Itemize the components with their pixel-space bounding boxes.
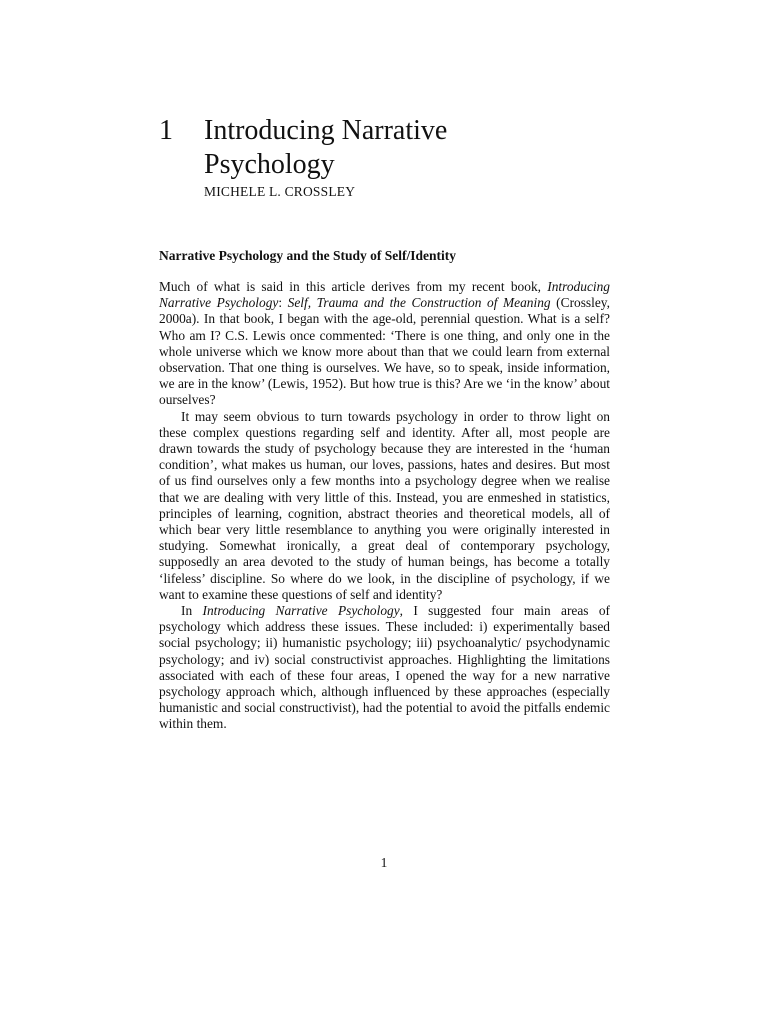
book-title-reference: Introducing Narrative Psychology [159, 279, 610, 311]
paragraph-3 [159, 603, 610, 733]
paragraph-2: It may seem obvious to turn towards psychology in order to throw light on these complex questions regarding self and identity. After all, most people are drawn towards the study of psychology because they are interested in the ‘human condition’, what makes us human, our loves, passions, hates and desires. But most of us find ourselves only a few months into a psychology degree when we realise that we are dealing with very little of this. Instead, you are enmeshed in statistics, principles of learning, cognition, abstract theories and theoretical models, all of which bear very little resemblance to anything you were originally interested in studying. Somewhat ironically, a great deal of contemporary psychology, supposedly an area devoted to the study of human beings, has become a totally ‘lifeless’ discipline. So where do we look, in the discipline of psychology, if we want to examine these questions of self and identity? [159, 408, 610, 602]
paragraph-3-rest: , I suggested four main areas of psychology which address these issues. These included: i) experimentally based social psychology; ii) humanistic psychology; iii) psychoanalytic/ psychodynamic psychology; and iv) social constructivist approaches. Highlighting the limitations associated with each of these four areas, I opened the way for a new narrative psychology approach which, although influenced by these approaches (especially humanistic and social constructivist), had the potential to avoid the pitfalls endemic within them. [159, 603, 610, 732]
book-title-reference: Introducing Narrative Psychology [202, 603, 400, 619]
paragraph-1 [159, 279, 610, 409]
body-text [159, 279, 610, 733]
paragraph-1-colon: : [278, 295, 288, 311]
page-number: 1 [380, 855, 388, 870]
author-name: MICHELE L. CROSSLEY [204, 184, 356, 199]
chapter-title: Introducing Narrative Psychology [204, 115, 448, 180]
book-subtitle-reference: Self, Trauma and the Construction of Meaning [287, 295, 551, 311]
paragraph-1-lead: Much of what is said in this article derives from my recent book, [159, 279, 548, 294]
section-heading: Narrative Psychology and the Study of Self/Identity [159, 248, 456, 263]
paragraph-3-lead: In [181, 603, 203, 619]
chapter-number: 1 [159, 115, 173, 146]
paragraph-1-rest: (Crossley, 2000a). In that book, I began with the age-old, perennial question. What is a self? Who am I? C.S. Lewis once commented: ‘There is one thing, and only one in the whole universe which we know more about than that we could learn from external observation. That one thing is ourselves. We have, so to speak, inside information, we are in the know’ (Lewis, 1952). But how true is this? Are we ‘in the know’ about ourselves? [159, 295, 610, 408]
